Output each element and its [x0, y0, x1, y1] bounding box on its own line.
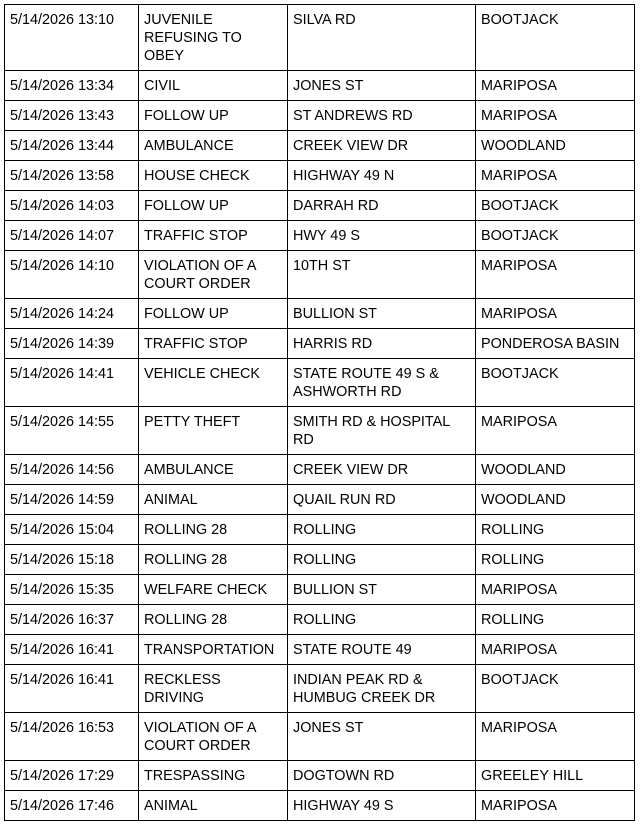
- datetime-cell: 5/14/2026 13:10: [5, 5, 139, 71]
- table-row: [5, 635, 635, 665]
- datetime-cell: 5/14/2026 15:35: [5, 575, 139, 605]
- table-row: [5, 101, 635, 131]
- location-cell: BULLION ST: [288, 575, 476, 605]
- datetime-cell: 5/14/2026 17:46: [5, 791, 139, 821]
- location-cell: 10TH ST: [288, 251, 476, 299]
- datetime-cell: 5/14/2026 13:58: [5, 161, 139, 191]
- call-type-cell: TRAFFIC STOP: [139, 221, 288, 251]
- datetime-cell: 5/14/2026 16:37: [5, 605, 139, 635]
- area-cell: BOOTJACK: [476, 221, 635, 251]
- area-cell: BOOTJACK: [476, 5, 635, 71]
- table-row: [5, 665, 635, 713]
- table-row: [5, 71, 635, 101]
- datetime-cell: 5/14/2026 13:44: [5, 131, 139, 161]
- datetime-cell: 5/14/2026 16:53: [5, 713, 139, 761]
- call-type-cell: VIOLATION OF A COURT ORDER: [139, 713, 288, 761]
- area-cell: GREELEY HILL: [476, 761, 635, 791]
- area-cell: MARIPOSA: [476, 713, 635, 761]
- datetime-cell: 5/14/2026 14:24: [5, 299, 139, 329]
- datetime-cell: 5/14/2026 13:43: [5, 101, 139, 131]
- area-cell: PONDEROSA BASIN: [476, 329, 635, 359]
- call-type-cell: VEHICLE CHECK: [139, 359, 288, 407]
- area-cell: MARIPOSA: [476, 407, 635, 455]
- area-cell: MARIPOSA: [476, 161, 635, 191]
- area-cell: MARIPOSA: [476, 575, 635, 605]
- datetime-cell: 5/14/2026 14:39: [5, 329, 139, 359]
- area-cell: ROLLING: [476, 515, 635, 545]
- location-cell: INDIAN PEAK RD & HUMBUG CREEK DR: [288, 665, 476, 713]
- call-log-body: [5, 5, 635, 821]
- location-cell: SMITH RD & HOSPITAL RD: [288, 407, 476, 455]
- table-row: [5, 359, 635, 407]
- table-row: [5, 191, 635, 221]
- location-cell: HARRIS RD: [288, 329, 476, 359]
- call-type-cell: ANIMAL: [139, 485, 288, 515]
- area-cell: WOODLAND: [476, 131, 635, 161]
- datetime-cell: 5/14/2026 16:41: [5, 635, 139, 665]
- call-type-cell: ROLLING 28: [139, 605, 288, 635]
- call-type-cell: FOLLOW UP: [139, 299, 288, 329]
- table-row: [5, 485, 635, 515]
- call-type-cell: FOLLOW UP: [139, 191, 288, 221]
- location-cell: JONES ST: [288, 713, 476, 761]
- table-row: [5, 161, 635, 191]
- location-cell: STATE ROUTE 49 S & ASHWORTH RD: [288, 359, 476, 407]
- area-cell: MARIPOSA: [476, 299, 635, 329]
- location-cell: HIGHWAY 49 N: [288, 161, 476, 191]
- call-type-cell: ROLLING 28: [139, 545, 288, 575]
- call-type-cell: TRANSPORTATION: [139, 635, 288, 665]
- call-type-cell: FOLLOW UP: [139, 101, 288, 131]
- call-type-cell: PETTY THEFT: [139, 407, 288, 455]
- area-cell: MARIPOSA: [476, 101, 635, 131]
- table-row: [5, 131, 635, 161]
- area-cell: MARIPOSA: [476, 791, 635, 821]
- area-cell: BOOTJACK: [476, 359, 635, 407]
- area-cell: MARIPOSA: [476, 251, 635, 299]
- area-cell: WOODLAND: [476, 455, 635, 485]
- datetime-cell: 5/14/2026 17:29: [5, 761, 139, 791]
- call-type-cell: RECKLESS DRIVING: [139, 665, 288, 713]
- location-cell: DOGTOWN RD: [288, 761, 476, 791]
- location-cell: DARRAH RD: [288, 191, 476, 221]
- location-cell: ROLLING: [288, 515, 476, 545]
- datetime-cell: 5/14/2026 14:56: [5, 455, 139, 485]
- location-cell: STATE ROUTE 49: [288, 635, 476, 665]
- table-row: [5, 713, 635, 761]
- area-cell: MARIPOSA: [476, 71, 635, 101]
- datetime-cell: 5/14/2026 14:10: [5, 251, 139, 299]
- area-cell: ROLLING: [476, 545, 635, 575]
- call-type-cell: WELFARE CHECK: [139, 575, 288, 605]
- datetime-cell: 5/14/2026 16:41: [5, 665, 139, 713]
- area-cell: MARIPOSA: [476, 635, 635, 665]
- table-row: [5, 761, 635, 791]
- call-type-cell: ROLLING 28: [139, 515, 288, 545]
- location-cell: HWY 49 S: [288, 221, 476, 251]
- call-type-cell: JUVENILE REFUSING TO OBEY: [139, 5, 288, 71]
- table-row: [5, 299, 635, 329]
- call-log-table: [4, 4, 635, 821]
- area-cell: BOOTJACK: [476, 665, 635, 713]
- call-type-cell: HOUSE CHECK: [139, 161, 288, 191]
- table-row: [5, 605, 635, 635]
- datetime-cell: 5/14/2026 14:07: [5, 221, 139, 251]
- datetime-cell: 5/14/2026 15:04: [5, 515, 139, 545]
- area-cell: BOOTJACK: [476, 191, 635, 221]
- call-type-cell: CIVIL: [139, 71, 288, 101]
- area-cell: ROLLING: [476, 605, 635, 635]
- table-row: [5, 329, 635, 359]
- location-cell: ST ANDREWS RD: [288, 101, 476, 131]
- table-row: [5, 455, 635, 485]
- call-type-cell: ANIMAL: [139, 791, 288, 821]
- datetime-cell: 5/14/2026 14:03: [5, 191, 139, 221]
- area-cell: WOODLAND: [476, 485, 635, 515]
- location-cell: JONES ST: [288, 71, 476, 101]
- location-cell: ROLLING: [288, 545, 476, 575]
- table-row: [5, 515, 635, 545]
- call-type-cell: VIOLATION OF A COURT ORDER: [139, 251, 288, 299]
- datetime-cell: 5/14/2026 14:41: [5, 359, 139, 407]
- table-row: [5, 251, 635, 299]
- datetime-cell: 5/14/2026 13:34: [5, 71, 139, 101]
- table-row: [5, 221, 635, 251]
- call-type-cell: TRAFFIC STOP: [139, 329, 288, 359]
- call-type-cell: TRESPASSING: [139, 761, 288, 791]
- datetime-cell: 5/14/2026 14:59: [5, 485, 139, 515]
- call-type-cell: AMBULANCE: [139, 455, 288, 485]
- table-row: [5, 407, 635, 455]
- table-row: [5, 575, 635, 605]
- location-cell: ROLLING: [288, 605, 476, 635]
- location-cell: BULLION ST: [288, 299, 476, 329]
- location-cell: SILVA RD: [288, 5, 476, 71]
- datetime-cell: 5/14/2026 14:55: [5, 407, 139, 455]
- location-cell: CREEK VIEW DR: [288, 131, 476, 161]
- location-cell: QUAIL RUN RD: [288, 485, 476, 515]
- table-row: [5, 545, 635, 575]
- datetime-cell: 5/14/2026 15:18: [5, 545, 139, 575]
- table-row: [5, 5, 635, 71]
- location-cell: CREEK VIEW DR: [288, 455, 476, 485]
- location-cell: HIGHWAY 49 S: [288, 791, 476, 821]
- table-row: [5, 791, 635, 821]
- call-type-cell: AMBULANCE: [139, 131, 288, 161]
